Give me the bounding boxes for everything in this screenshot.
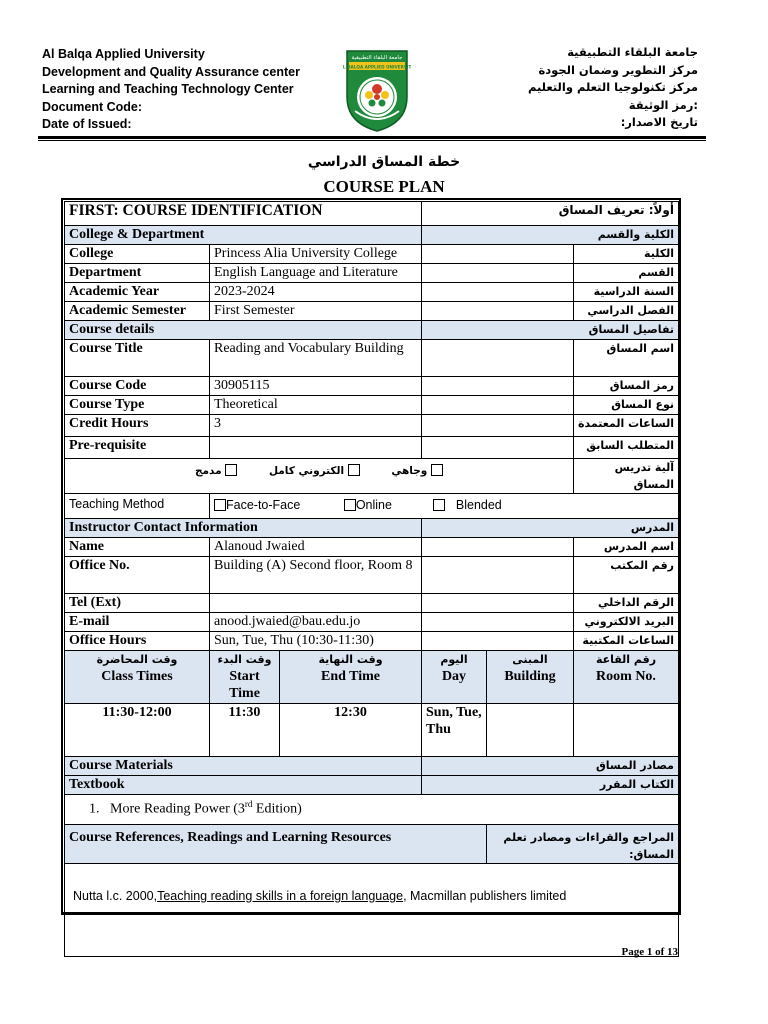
table-row (65, 245, 679, 264)
checkbox[interactable] (214, 499, 226, 511)
section-title: Course details (65, 321, 422, 340)
instructor-name-value: Alanoud Jwaied (210, 538, 422, 557)
textbook-item (65, 795, 679, 825)
blank-cell (422, 594, 574, 613)
section-title: Course References, Readings and Learning Resources (65, 825, 487, 864)
blank-cell (422, 613, 574, 632)
blank-cell (422, 340, 574, 377)
row-label-ar: الكلية (574, 245, 679, 264)
checkbox[interactable] (344, 499, 356, 511)
method-option-blended[interactable] (433, 498, 501, 512)
course-title-value: Reading and Vocabulary Building (210, 340, 422, 377)
start-time-value: 11:30 (210, 704, 280, 757)
edition-superscript: rd (244, 799, 253, 809)
section-title-ar: الكلية والقسم (422, 226, 679, 245)
header-divider-thin (38, 140, 706, 141)
blank-cell (422, 377, 574, 396)
header-label-ar: وقت المحاضرة (96, 653, 178, 666)
checkbox[interactable] (348, 464, 360, 476)
section-header-college (65, 226, 679, 245)
mechanism-option[interactable] (391, 465, 443, 477)
logo-top-text: جامعة البلقاء التطبيقية (351, 55, 403, 61)
row-label: Tel (Ext) (65, 594, 210, 613)
row-label: Office No. (65, 557, 210, 594)
header-label-ar: المبنى (512, 653, 548, 666)
section-title-ar: المدرس (422, 519, 679, 538)
email-value: anood.jwaied@bau.edu.jo (210, 613, 422, 632)
header-label: Building (504, 669, 556, 684)
center-name-2: Learning and Teaching Technology Center (42, 82, 294, 97)
row-label-ar: البريد الالكتروني (574, 613, 679, 632)
center-name-1-ar: مركز التطوير وضمان الجودة (538, 62, 698, 77)
header-divider (38, 136, 706, 139)
page-title: COURSE PLAN (323, 177, 445, 196)
option-label: Online (355, 498, 392, 512)
blank-cell (422, 283, 574, 302)
header-label-ar: وقت البدء (217, 653, 272, 666)
option-label: Face-to-Face (226, 498, 301, 512)
building-value (487, 704, 574, 757)
table-row (65, 415, 679, 437)
section-title-ar: المراجع والقراءات ومصادر تعلم المساق: (487, 825, 679, 864)
table-row (65, 264, 679, 283)
department-value: English Language and Literature (210, 264, 422, 283)
row-label-ar: المتطلب السابق (574, 437, 679, 459)
blank-cell (422, 415, 574, 437)
course-type-value: Theoretical (210, 396, 422, 415)
section-header-materials (65, 757, 679, 776)
table-row (65, 594, 679, 613)
date-issued-label-ar: تاريخ الاصدار: (620, 115, 698, 130)
office-hours-value: Sun, Tue, Thu (10:30-11:30) (210, 632, 422, 651)
end-time-value: 12:30 (280, 704, 422, 757)
reference-publisher: , Macmillan publishers limited (403, 889, 567, 903)
header-label: Day (441, 669, 467, 684)
table-row (65, 377, 679, 396)
section-title-ar: مصادر المساق (422, 757, 679, 776)
reference-item (65, 864, 679, 957)
row-label-ar: اسم المساق (574, 340, 679, 377)
option-label: الكتروني كامل (268, 465, 345, 477)
university-name: Al Balqa Applied University (42, 47, 205, 61)
row-label-ar: الرقم الداخلي (574, 594, 679, 613)
textbook-row (65, 795, 679, 825)
row-label: Department (65, 264, 210, 283)
header-label: Start Time (229, 669, 260, 701)
course-code-value: 30905115 (210, 377, 422, 396)
row-label-ar: نوع المساق (574, 396, 679, 415)
semester-value: First Semester (210, 302, 422, 321)
first-section-title-ar: أولاً: تعريف المساق (422, 202, 679, 226)
row-label: Course Code (65, 377, 210, 396)
row-label: Course Type (65, 396, 210, 415)
checkbox[interactable] (431, 464, 443, 476)
center-name-2-ar: مركز تكنولوجيا التعلم والتعليم (527, 80, 698, 95)
day-value: Sun, Tue, Thu (422, 704, 487, 757)
header-label: End Time (320, 669, 380, 684)
section-title: Course Materials (65, 757, 422, 776)
office-no-value: Building (A) Second floor, Room 8 (210, 557, 422, 594)
teaching-method-options (210, 494, 679, 519)
table-row (65, 340, 679, 377)
row-label-ar: الفصل الدراسي (574, 302, 679, 321)
credit-hours-value: 3 (210, 415, 422, 437)
section-title: Instructor Contact Information (65, 519, 422, 538)
blank-cell (422, 557, 574, 594)
table-row (65, 283, 679, 302)
section-header-instructor (65, 519, 679, 538)
row-label: Name (65, 538, 210, 557)
table-row (65, 538, 679, 557)
option-label: مدمج (194, 465, 222, 477)
blank-cell (422, 632, 574, 651)
blank-cell (422, 538, 574, 557)
schedule-header-row (65, 651, 679, 704)
method-option-online[interactable] (344, 498, 392, 512)
teaching-method-label: Teaching Method (65, 494, 210, 519)
header-label-ar: اليوم (440, 653, 468, 666)
header-left-block (42, 46, 300, 134)
section-header-course-details (65, 321, 679, 340)
header-label-ar: رقم القاعة (595, 653, 657, 666)
references-row (65, 864, 679, 957)
option-label: وجاهي (391, 465, 428, 477)
header-label-ar: وقت النهاية (318, 653, 383, 666)
schedule-header-class-times (65, 651, 210, 704)
blank-cell (422, 245, 574, 264)
checkbox[interactable] (225, 464, 237, 476)
table-row (65, 302, 679, 321)
header-right-block (528, 44, 698, 132)
row-label-ar: الساعات المعتمدة (574, 415, 679, 437)
table-row (65, 557, 679, 594)
row-label-ar: الساعات المكتبية (574, 632, 679, 651)
teaching-mechanism-options (65, 459, 574, 494)
logo-band-text: AL-BALQA APPLIED UNIVERSITY (343, 64, 411, 70)
section-header-references (65, 825, 679, 864)
schedule-header-end-time (280, 651, 422, 704)
header-label: Room No. (596, 669, 656, 684)
teaching-mechanism-row (65, 459, 679, 494)
university-logo (343, 45, 411, 133)
schedule-header-start-time (210, 651, 280, 704)
mechanism-option[interactable] (195, 465, 237, 477)
table-row (65, 396, 679, 415)
textbook-edition: Edition) (252, 801, 302, 817)
list-number: 1. (89, 801, 100, 817)
row-label-ar: اسم المدرس (574, 538, 679, 557)
mechanism-option[interactable] (269, 465, 360, 477)
checkbox[interactable] (433, 499, 445, 511)
row-label: Pre-requisite (65, 437, 210, 459)
row-label: E-mail (65, 613, 210, 632)
page-title-ar: خطة المساق الدراسي (307, 154, 461, 170)
university-name-ar: جامعة البلقاء التطبيقية (567, 45, 698, 59)
academic-year-value: 2023-2024 (210, 283, 422, 302)
textbook-title: More Reading Power (3 (110, 801, 245, 817)
class-times-value: 11:30-12:00 (65, 704, 210, 757)
table-row (65, 632, 679, 651)
section-title: College & Department (65, 226, 422, 245)
document-code-label: Document Code: (42, 99, 142, 114)
center-name-1: Development and Quality Assurance center (42, 64, 300, 79)
tel-ext-value (210, 594, 422, 613)
section-title-ar: الكتاب المقرر (422, 776, 679, 795)
row-label-ar: رقم المكتب (574, 557, 679, 594)
blank-cell (422, 264, 574, 283)
reference-title-link[interactable]: Teaching reading skills in a foreign language (157, 889, 404, 903)
table-row (65, 437, 679, 459)
college-value: Princess Alia University College (210, 245, 422, 264)
reference-author: Nutta l.c. 2000, (73, 889, 158, 903)
first-section-title: FIRST: COURSE IDENTIFICATION (65, 202, 422, 226)
course-plan-table (64, 201, 679, 957)
schedule-header-room (574, 651, 679, 704)
row-label: Office Hours (65, 632, 210, 651)
schedule-header-day (422, 651, 487, 704)
schedule-header-building (487, 651, 574, 704)
row-label: College (65, 245, 210, 264)
schedule-values-row (65, 704, 679, 757)
row-label: Course Title (65, 340, 210, 377)
prerequisite-value (210, 437, 422, 459)
option-label: Blended (455, 498, 502, 512)
method-option-face-to-face[interactable] (214, 498, 300, 512)
blank-cell (422, 302, 574, 321)
section-title: Textbook (65, 776, 422, 795)
row-label-ar: السنة الدراسية (574, 283, 679, 302)
row-label: Academic Year (65, 283, 210, 302)
teaching-mechanism-label-ar: آلية تدريس المساق (574, 459, 679, 494)
first-section-row (65, 202, 679, 226)
teaching-method-row (65, 494, 679, 519)
document-code-label-ar: :رمز الوثيقة (628, 97, 698, 112)
section-title-ar: تفاصيل المساق (422, 321, 679, 340)
row-label-ar: رمز المساق (574, 377, 679, 396)
room-value (574, 704, 679, 757)
row-label: Credit Hours (65, 415, 210, 437)
page-number: Page 1 of 13 (621, 946, 678, 958)
section-header-textbook (65, 776, 679, 795)
header-label: Class Times (101, 669, 173, 684)
blank-cell (422, 437, 574, 459)
row-label-ar: القسم (574, 264, 679, 283)
row-label: Academic Semester (65, 302, 210, 321)
date-issued-label: Date of Issued: (42, 117, 132, 132)
blank-cell (422, 396, 574, 415)
table-row (65, 613, 679, 632)
